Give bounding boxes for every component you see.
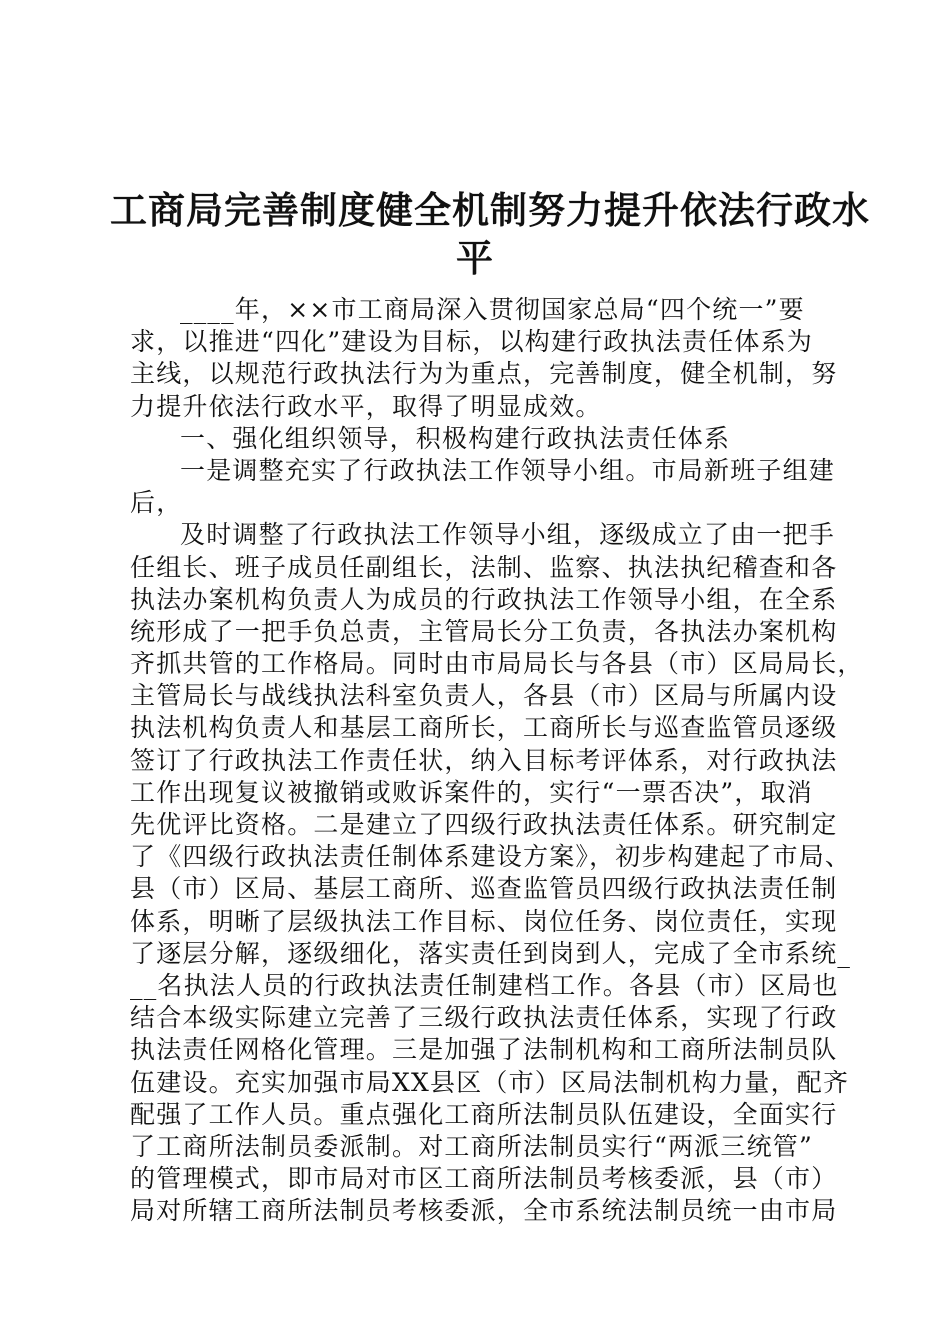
body-line: 了《四级行政执法责任制体系建设方案》，初步构建起了市局、 [130, 842, 852, 872]
body-line: 后， [130, 488, 183, 518]
body-line: 主线，以规范行政执法行为为重点，完善制度，健全机制，努 [130, 359, 838, 389]
body-line: 力提升依法行政水平，取得了明显成效。 [130, 391, 602, 421]
document-body [130, 294, 864, 1227]
body-line: 统形成了一把手负总责，主管局长分工负责，各执法办案机构 [130, 616, 838, 646]
body-line: 求，以推进“四化”建设为目标，以构建行政执法责任体系为 [130, 327, 813, 357]
body-line: ____年，××市工商局深入贯彻国家总局“四个统一”要 [180, 295, 805, 324]
body-line: 主管局长与战线执法科室负责人，各县（市）区局与所属内设 [130, 681, 838, 711]
body-line: 执法办案机构负责人为成员的行政执法工作领导小组，在全系 [130, 584, 838, 614]
body-line: 体系，明晰了层级执法工作目标、岗位任务、岗位责任，实现 [130, 906, 838, 936]
body-line: 了逐层分解，逐级细化，落实责任到岗到人，完成了全市系统_ [130, 938, 852, 968]
body-line: 配强了工作人员。重点强化工商所法制员队伍建设，全面实行 [130, 1099, 838, 1129]
body-line: 的管理模式，即市局对市区工商所法制员考核委派，县（市） [130, 1164, 838, 1194]
body-line: __名执法人员的行政执法责任制建档工作。各县（市）区局也 [130, 970, 839, 1000]
body-line: 及时调整了行政执法工作领导小组，逐级成立了由一把手 [180, 520, 836, 550]
body-line: 先优评比资格。二是建立了四级行政执法责任体系。研究制定 [130, 810, 838, 839]
body-line: 工作出现复议被撤销或败诉案件的，实行“一票否决”，取消 [130, 777, 813, 807]
body-line: 结合本级实际建立完善了三级行政执法责任体系，实现了行政 [130, 1003, 838, 1033]
body-line: 县（市）区局、基层工商所、巡查监管员四级行政执法责任制 [130, 874, 838, 904]
body-line: 一是调整充实了行政执法工作领导小组。市局新班子组建 [180, 455, 836, 485]
section-heading: 一、强化组织领导，积极构建行政执法责任体系 [180, 423, 731, 453]
body-line: 伍建设。充实加强市局XX县区（市）区局法制机构力量，配齐 [130, 1067, 850, 1097]
title-line-2: 平 [456, 236, 494, 280]
title-line-1: 工商局完善制度健全机制努力提升依法行政水 [110, 188, 870, 232]
body-line: 任组长、班子成员任副组长，法制、监察、执法执纪稽查和各 [130, 552, 838, 582]
body-line: 齐抓共管的工作格局。同时由市局局长与各县（市）区局局长， [130, 649, 864, 679]
body-line: 签订了行政执法工作责任状，纳入目标考评体系，对行政执法 [130, 745, 838, 775]
document-title [110, 186, 870, 282]
body-line: 局对所辖工商所法制员考核委派，全市系统法制员统一由市局 [130, 1196, 838, 1226]
body-line: 执法机构负责人和基层工商所长，工商所长与巡查监管员逐级 [130, 713, 838, 743]
body-line: 了工商所法制员委派制。对工商所法制员实行“两派三统管” [130, 1131, 813, 1161]
body-line: 执法责任网格化管理。三是加强了法制机构和工商所法制员队 [130, 1035, 838, 1065]
